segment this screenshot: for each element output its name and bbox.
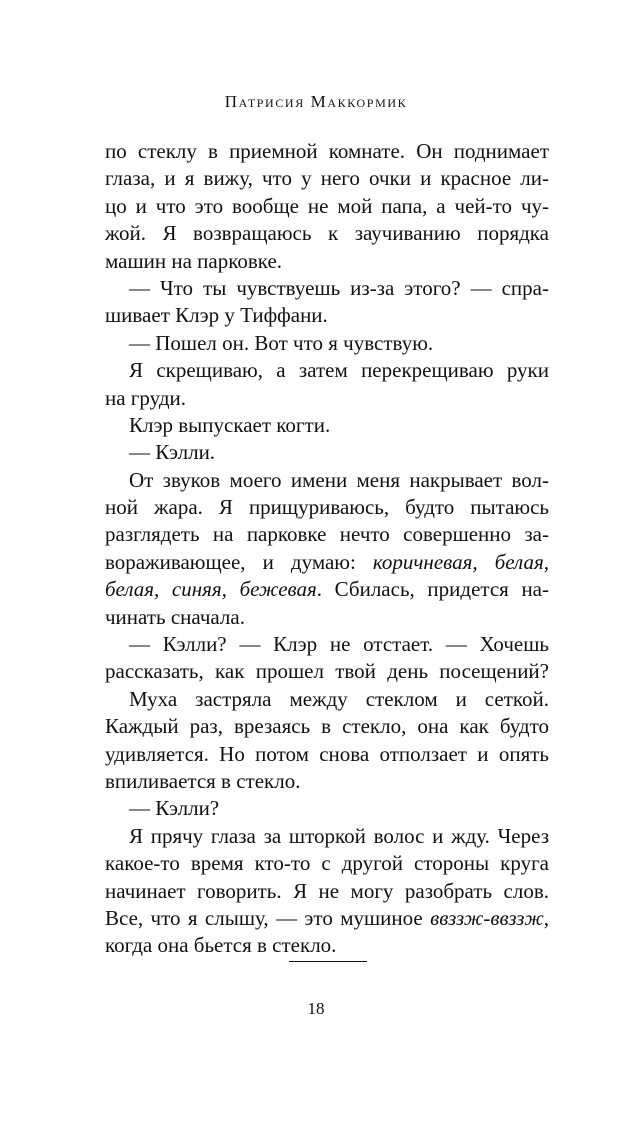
text-line: — Пошел он. Вот что я чувствую. <box>129 330 434 355</box>
text-line: вораживающее, и думаю: коричневая, белая, <box>105 549 549 574</box>
text-line: Каждый раз, врезаясь в стекло, она как будто <box>105 714 549 739</box>
text-line: цо и что это вообще не мой папа, а чей-то чу- <box>105 193 549 218</box>
text-line: рассказать, как прошел твой день посещений? <box>105 659 549 684</box>
text-line: когда она бьется в стекло. <box>105 933 337 958</box>
text-line: Муха застряла между стеклом и сеткой. <box>129 686 549 711</box>
running-head: Патрисия Маккормик <box>224 92 408 111</box>
text-line: Я скрещиваю, а затем перекрещиваю руки <box>129 358 549 383</box>
text-line: шивает Клэр у Тиффани. <box>105 303 328 328</box>
text-line: — Кэлли? <box>129 796 220 821</box>
text-line: удивляется. Но потом снова отползает и опять <box>105 741 549 766</box>
text-line: начинает говорить. Я не могу разобрать слов. <box>105 878 549 903</box>
text-line: на груди. <box>105 385 186 410</box>
text-line: по стеклу в приемной комнате. Он поднимает <box>105 139 549 163</box>
text-line: От звуков моего имени меня накрывает вол- <box>129 467 549 492</box>
text-line: жой. Я возвращаюсь к заучиванию порядка <box>105 221 549 246</box>
text-line: глаза, и я вижу, что у него очки и красное ли- <box>105 166 549 191</box>
text-line: — Что ты чувствуешь из-за этого? — спра- <box>129 275 549 300</box>
text-line: машин на парковке. <box>105 248 283 273</box>
italic-run: ввззж-ввззж <box>430 905 544 930</box>
italic-run: белая, синяя, бежевая <box>105 577 317 602</box>
text-line: разглядеть на парковке нечто совершенно за- <box>105 522 549 547</box>
body-text <box>105 138 549 960</box>
text-line: впиливается в стекло. <box>105 768 301 793</box>
text-line: ной жара. Я прищуриваюсь, будто пытаюсь <box>105 495 549 520</box>
text-line: Все, что я слышу, — это мушиное ввззж-ввззж, <box>105 905 549 930</box>
text-line: чинать сначала. <box>105 604 245 629</box>
text-line: — Кэлли? — Клэр не отстает. — Хочешь <box>129 632 549 657</box>
text-line: — Кэлли. <box>129 440 216 465</box>
page-number: 18 <box>307 999 325 1018</box>
text-line: какое-то время кто-то с другой стороны круга <box>105 851 549 876</box>
section-divider <box>289 961 367 962</box>
text-line: Я прячу глаза за шторкой волос и жду. Через <box>129 823 549 848</box>
italic-run: коричневая, белая, <box>372 549 549 574</box>
text-line: белая, синяя, бежевая. Сбилась, придется на- <box>105 577 549 602</box>
text-line: Клэр выпускает когти. <box>129 412 331 437</box>
